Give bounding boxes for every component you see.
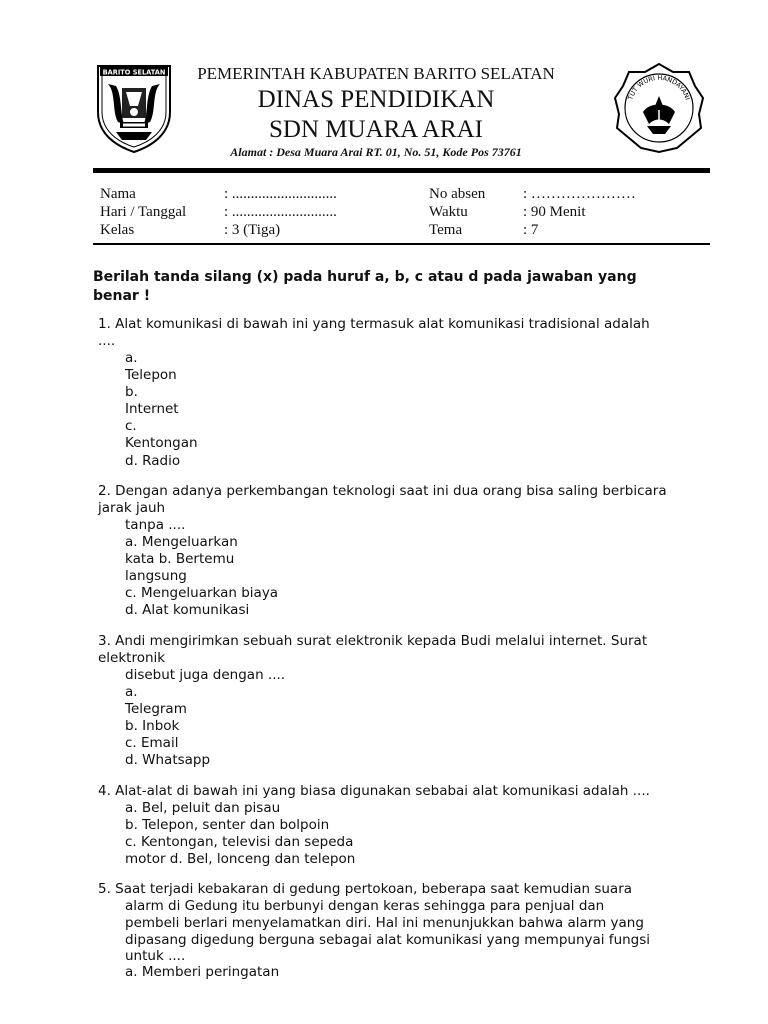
kelas-value: : 3 (Tiga) (224, 222, 281, 238)
hari-tanggal-label: Hari / Tanggal (100, 204, 187, 220)
question-4-option-a[interactable]: a. Bel, peluit dan pisau (125, 800, 281, 816)
school-address: Alamat : Desa Muara Arai RT. 01, No. 51, Kode Pos 73761 (230, 145, 522, 159)
question-1-text: .... (98, 333, 116, 349)
question-5-text: pembeli berlari menyelamatkan diri. Hal ini menunjukkan bahwa alarm yang (125, 915, 644, 931)
info-divider (93, 243, 710, 245)
question-2-option-b[interactable]: kata b. Bertemu (125, 551, 235, 567)
question-5-text: alarm di Gedung itu berbunyi dengan keras sehingga para penjual dan (125, 898, 605, 914)
nama-label: Nama (100, 186, 136, 202)
question-2-option-a[interactable]: a. Mengeluarkan (125, 534, 238, 550)
no-absen-field[interactable]: : ………………… (523, 186, 636, 202)
instruction-line: Berilah tanda silang (x) pada huruf a, b, c atau d pada jawaban yang (93, 269, 637, 285)
question-1-option-b-text[interactable]: Internet (125, 401, 179, 417)
nama-field[interactable]: : ............................ (224, 186, 337, 202)
question-3-text: elektronik (98, 650, 166, 666)
question-4-text: 4. Alat-alat di bawah ini yang biasa digunakan sebabai alat komunikasi adalah .... (98, 783, 650, 799)
department-name: DINAS PENDIDIKAN (257, 86, 495, 113)
question-4-option-b[interactable]: b. Telepon, senter dan bolpoin (125, 817, 330, 833)
question-2-text: jarak jauh (98, 500, 166, 516)
hari-tanggal-field[interactable]: : ............................ (224, 204, 337, 220)
question-2-text: 2. Dengan adanya perkembangan teknologi saat ini dua orang bisa saling berbicara (98, 483, 667, 499)
school-name: SDN MUARA ARAI (269, 116, 483, 143)
question-3-option-a[interactable]: a. (125, 684, 138, 700)
question-3-option-a-text[interactable]: Telegram (125, 701, 187, 717)
government-name: PEMERINTAH KABUPATEN BARITO SELATAN (197, 64, 555, 83)
question-4-option-c[interactable]: c. Kentongan, televisi dan sepeda (125, 834, 354, 850)
svg-text:TUT WURI HANDAYANI: TUT WURI HANDAYANI (626, 73, 692, 102)
instruction (93, 268, 653, 306)
waktu-label: Waktu (429, 204, 468, 220)
question-4-option-d[interactable]: motor d. Bel, lonceng dan telepon (125, 851, 356, 867)
kelas-label: Kelas (100, 222, 135, 238)
question-3-option-d[interactable]: d. Whatsapp (125, 752, 211, 768)
question-5-option-a[interactable]: a. Memberi peringatan (125, 964, 280, 980)
instruction-line: benar ! (93, 288, 151, 304)
question-2-option-c[interactable]: c. Mengeluarkan biaya (125, 585, 279, 601)
tema-label: Tema (429, 222, 463, 238)
question-1-option-c[interactable]: c. (125, 418, 137, 434)
header-divider-thick (93, 168, 710, 173)
question-3-text: disebut juga dengan .... (125, 667, 286, 683)
question-1-option-a-text[interactable]: Telepon (125, 367, 177, 383)
question-2-option-b-text[interactable]: langsung (125, 568, 187, 584)
question-3-text: 3. Andi mengirimkan sebuah surat elektronik kepada Budi melalui internet. Surat (98, 633, 648, 649)
question-1-option-b[interactable]: b. (125, 384, 138, 400)
question-5-text: 5. Saat terjadi kebakaran di gedung pertokoan, beberapa saat kemudian suara (98, 881, 633, 897)
question-5-text: dipasang digedung berguna sebagai alat komunikasi yang mempunyai fungsi (125, 932, 651, 948)
waktu-value: : 90 Menit (523, 204, 586, 220)
svg-text:BARITO SELATAN: BARITO SELATAN (102, 68, 166, 77)
question-1-option-d[interactable]: d. Radio (125, 453, 181, 469)
question-1-option-c-text[interactable]: Kentongan (125, 435, 198, 451)
barito-selatan-emblem-icon (94, 62, 174, 154)
tema-value: : 7 (523, 222, 539, 238)
tut-wuri-handayani-emblem-icon (613, 62, 705, 154)
question-3-option-b[interactable]: b. Inbok (125, 718, 180, 734)
question-5-text: untuk .... (125, 948, 186, 964)
question-1-option-a[interactable]: a. (125, 350, 138, 366)
question-2-text: tanpa .... (125, 517, 186, 533)
question-3-option-c[interactable]: c. Email (125, 735, 179, 751)
no-absen-label: No absen (429, 186, 486, 202)
question-2-option-d[interactable]: d. Alat komunikasi (125, 602, 250, 618)
question-1-text: 1. Alat komunikasi di bawah ini yang termasuk alat komunikasi tradisional adalah (98, 316, 650, 332)
